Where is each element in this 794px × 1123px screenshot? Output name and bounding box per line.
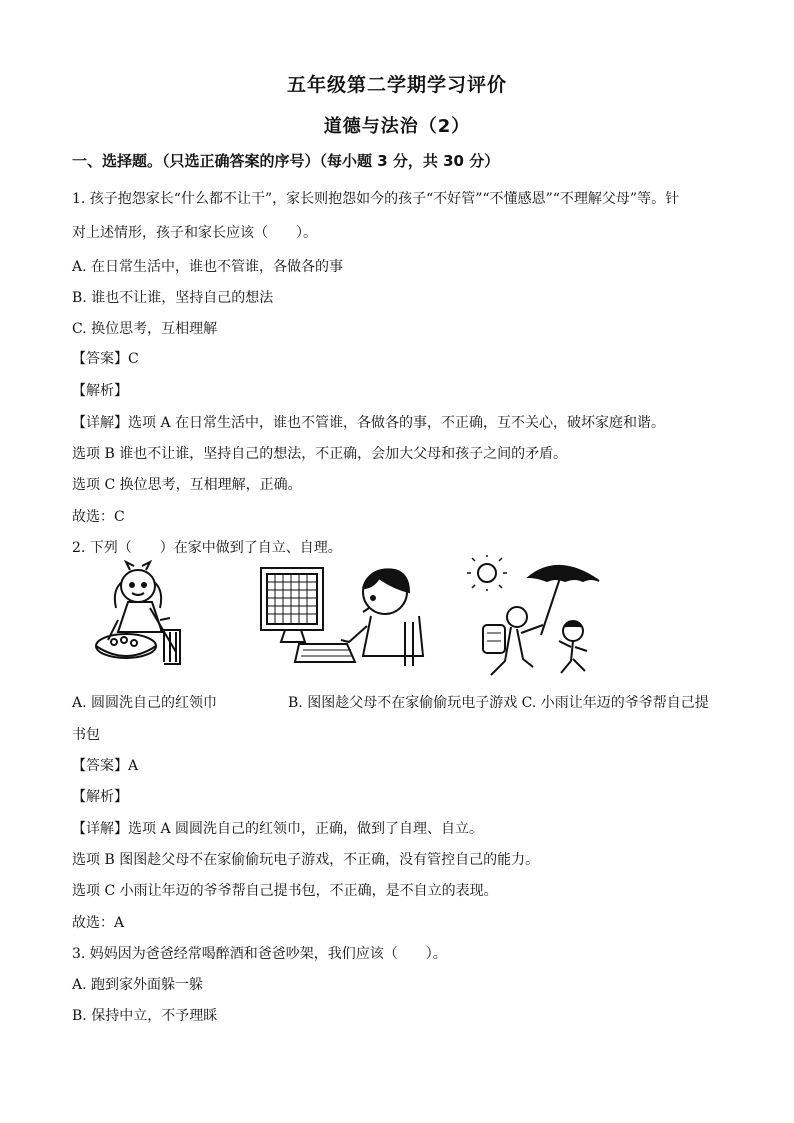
boy-playing-computer-icon (255, 562, 425, 677)
q2-option-a: A. 圆圆洗自己的红领巾 (72, 695, 218, 711)
q1-detail-3: 选项 C 换位思考，互相理解，正确。 (72, 477, 302, 493)
q2-choice: 故选：A (72, 915, 125, 931)
q2-stem: 2. 下列（ ）在家中做到了自立、自理。 (72, 540, 342, 556)
q2-answer: 【答案】A (72, 758, 139, 774)
q2-option-bc: B. 图图趁父母不在家偷偷玩电子游戏 C. 小雨让年迈的爷爷帮自己提 (288, 695, 709, 711)
q2-analysis-label: 【解析】 (72, 789, 128, 805)
q1-answer: 【答案】C (72, 351, 139, 367)
q2-option-c-continued: 书包 (72, 727, 100, 743)
q2-detail-3: 选项 C 小雨让年迈的爷爷帮自己提书包，不正确，是不自立的表现。 (72, 883, 498, 899)
q1-detail-2: 选项 B 谁也不让谁，坚持自己的想法，不正确，会加大父母和孩子之间的矛盾。 (72, 446, 568, 462)
document-title: 五年级第二学期学习评价 (286, 74, 507, 96)
q2-detail-2: 选项 B 图图趁父母不在家偷偷玩电子游戏，不正确，没有管控自己的能力。 (72, 852, 540, 868)
q3-option-b: B. 保持中立，不予理睬 (72, 1008, 218, 1024)
grandpa-carrying-bag-icon (465, 555, 615, 680)
section-heading: 一、选择题。（只选正确答案的序号）（每小题 3 分，共 30 分） (72, 152, 500, 170)
q3-stem: 3. 妈妈因为爸爸经常喝醉酒和爸爸吵架，我们应该（ ）。 (72, 946, 447, 962)
q1-stem-line2: 对上述情形，孩子和家长应该（ ）。 (72, 225, 317, 241)
q1-option-b: B. 谁也不让谁，坚持自己的想法 (72, 290, 274, 306)
q3-option-a: A. 跑到家外面躲一躲 (72, 977, 204, 993)
q1-analysis-label: 【解析】 (72, 383, 128, 399)
q2-detail-1: 【详解】选项 A 圆圆洗自己的红领巾，正确，做到了自理、自立。 (72, 821, 484, 837)
girl-washing-scarf-icon (90, 560, 190, 670)
document-subtitle: 道德与法治（2） (323, 116, 471, 137)
q1-option-a: A. 在日常生活中，谁也不管谁，各做各的事 (72, 259, 344, 275)
q1-choice: 故选：C (72, 509, 125, 525)
q1-option-c: C. 换位思考，互相理解 (72, 321, 218, 337)
q1-stem-line1: 1. 孩子抱怨家长“什么都不让干”，家长则抱怨如今的孩子“不好管”“不懂感恩”“不理解父母”等。针 (72, 191, 680, 207)
q1-detail-1: 【详解】选项 A 在日常生活中，谁也不管谁，各做各的事，不正确，互不关心，破坏家庭和谐。 (72, 415, 666, 431)
